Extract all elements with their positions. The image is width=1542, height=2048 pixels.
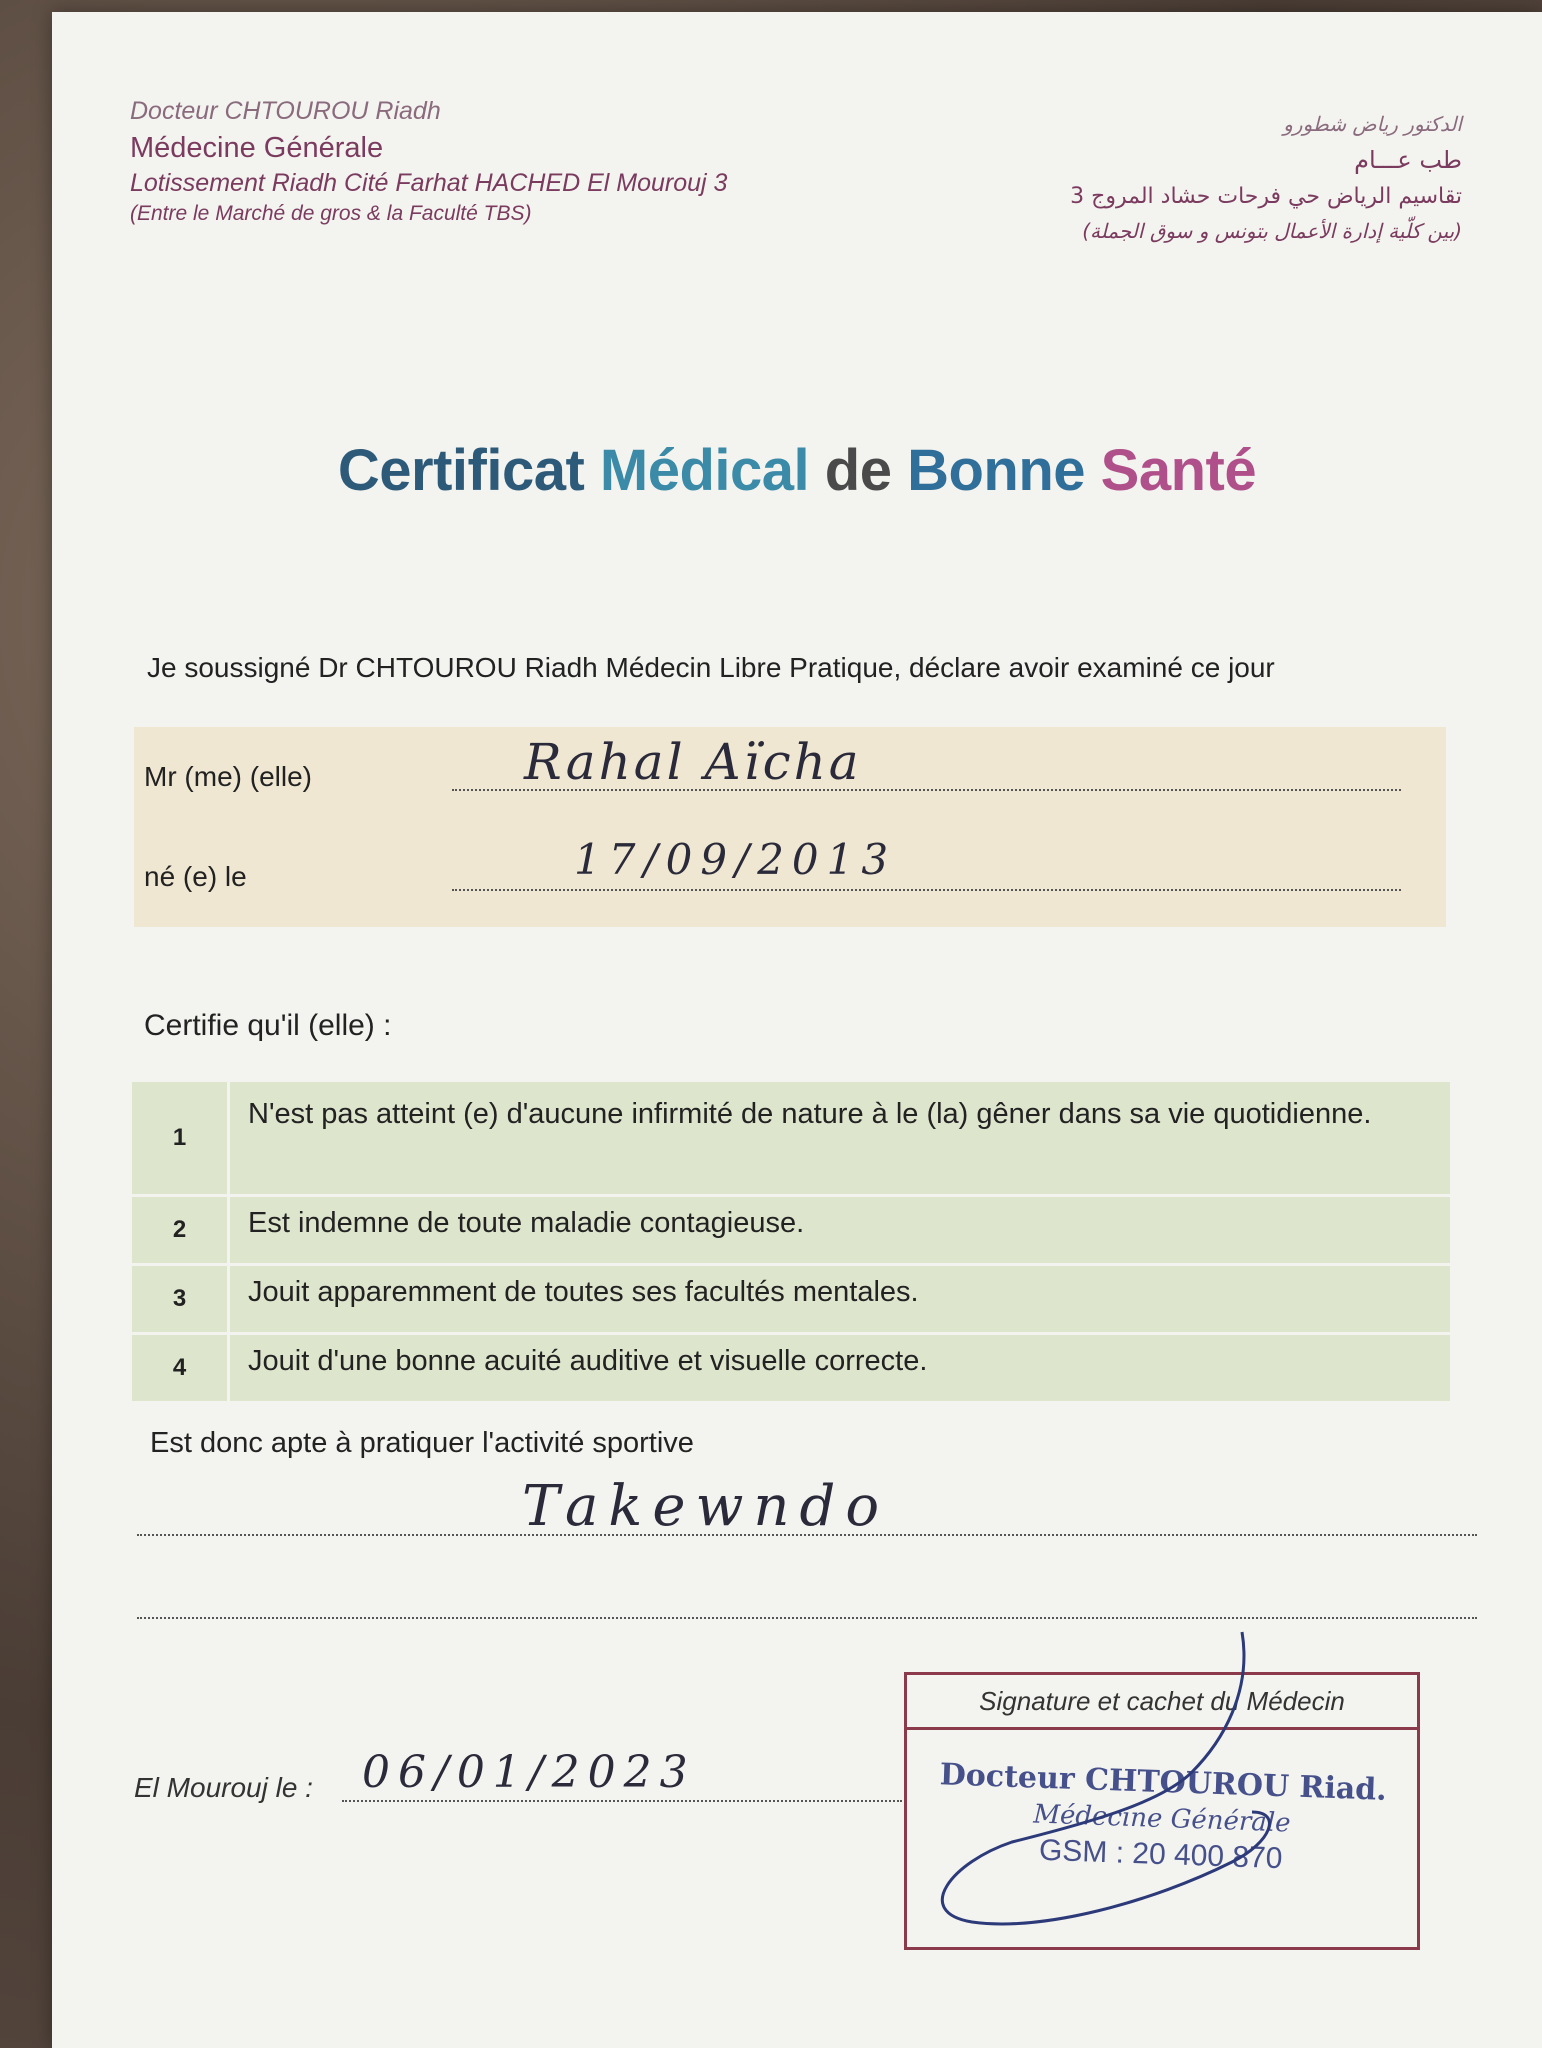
item-text: N'est pas atteint (e) d'aucune infirmité de nature à le (la) gêner dans sa vie quotidienne. [248,1098,1372,1130]
dob-fill-line [452,889,1401,891]
header-french [130,97,727,226]
apte-statement: Est donc apte à pratiquer l'activité sportive [150,1427,694,1459]
identity-box [134,727,1446,927]
list-item [132,1335,1450,1401]
signature-heading: Signature et cachet du Médecin [907,1675,1417,1730]
handwritten-signature [892,1612,1312,1942]
dob-label: né (e) le [144,861,247,892]
doctor-specialty-ar: طب عـــام [1354,146,1462,174]
dob-row [134,827,1446,927]
doctor-name-ar: الدكتور رياض شطورو [1283,112,1462,136]
stamp-specialty: Médecine Générale [1032,1799,1292,1839]
item-text: Jouit apparemment de toutes ses facultés mentales. [248,1276,919,1308]
name-label: Mr (me) (elle) [144,761,312,792]
header-arabic [902,112,1462,243]
certificate-paper [52,12,1542,2048]
item-text: Jouit d'une bonne acuité auditive et visuelle correcte. [248,1345,928,1377]
date-value[interactable]: 06/01/2023 [362,1747,696,1798]
list-item [132,1197,1450,1266]
date-label: El Mourouj le : [134,1772,313,1803]
certificate-title [52,437,1542,504]
title-word-medical: Médical [599,438,810,503]
doctor-location: (Entre le Marché de gros & la Faculté TBS) [130,202,532,225]
item-number: 2 [132,1197,230,1263]
title-word-de: de [824,438,892,503]
date-fill-line [342,1800,902,1802]
doctor-specialty: Médecine Générale [130,132,384,164]
name-value[interactable]: Rahal Aïcha [524,733,862,791]
intro-statement: Je soussigné Dr CHTOUROU Riadh Médecin Libre Pratique, déclare avoir examiné ce jour [147,652,1275,683]
list-item [132,1266,1450,1335]
list-item [132,1082,1450,1197]
item-text: Est indemne de toute maladie contagieuse. [248,1207,805,1239]
doctor-location-ar: (بين كلّية إدارة الأعمال بتونس و سوق الجملة) [1082,219,1462,243]
title-word-sante: Santé [1100,438,1257,503]
stamp-name: Docteur CHTOUROU Riad. [939,1757,1388,1808]
title-word-bonne: Bonne [907,438,1086,503]
dob-value[interactable]: 17/09/2013 [574,835,897,884]
item-number: 4 [132,1335,230,1401]
stamp-phone: GSM : 20 400 870 [1038,1833,1283,1876]
doctor-address-ar: تقاسيم الرياض حي فرحات حشاد المروج 3 [1070,184,1462,209]
activity-value[interactable]: Takewndo [522,1474,890,1539]
certification-list [132,1082,1450,1401]
name-row [134,727,1446,827]
item-number: 3 [132,1266,230,1332]
doctor-address: Lotissement Riadh Cité Farhat HACHED El Mourouj 3 [130,169,728,197]
item-number: 1 [132,1082,230,1194]
certifie-label: Certifie qu'il (elle) : [144,1009,392,1042]
title-word-certificat: Certificat [337,438,585,503]
activity-fill-line [137,1534,1477,1536]
doctor-name: Docteur CHTOUROU Riadh [130,97,441,125]
